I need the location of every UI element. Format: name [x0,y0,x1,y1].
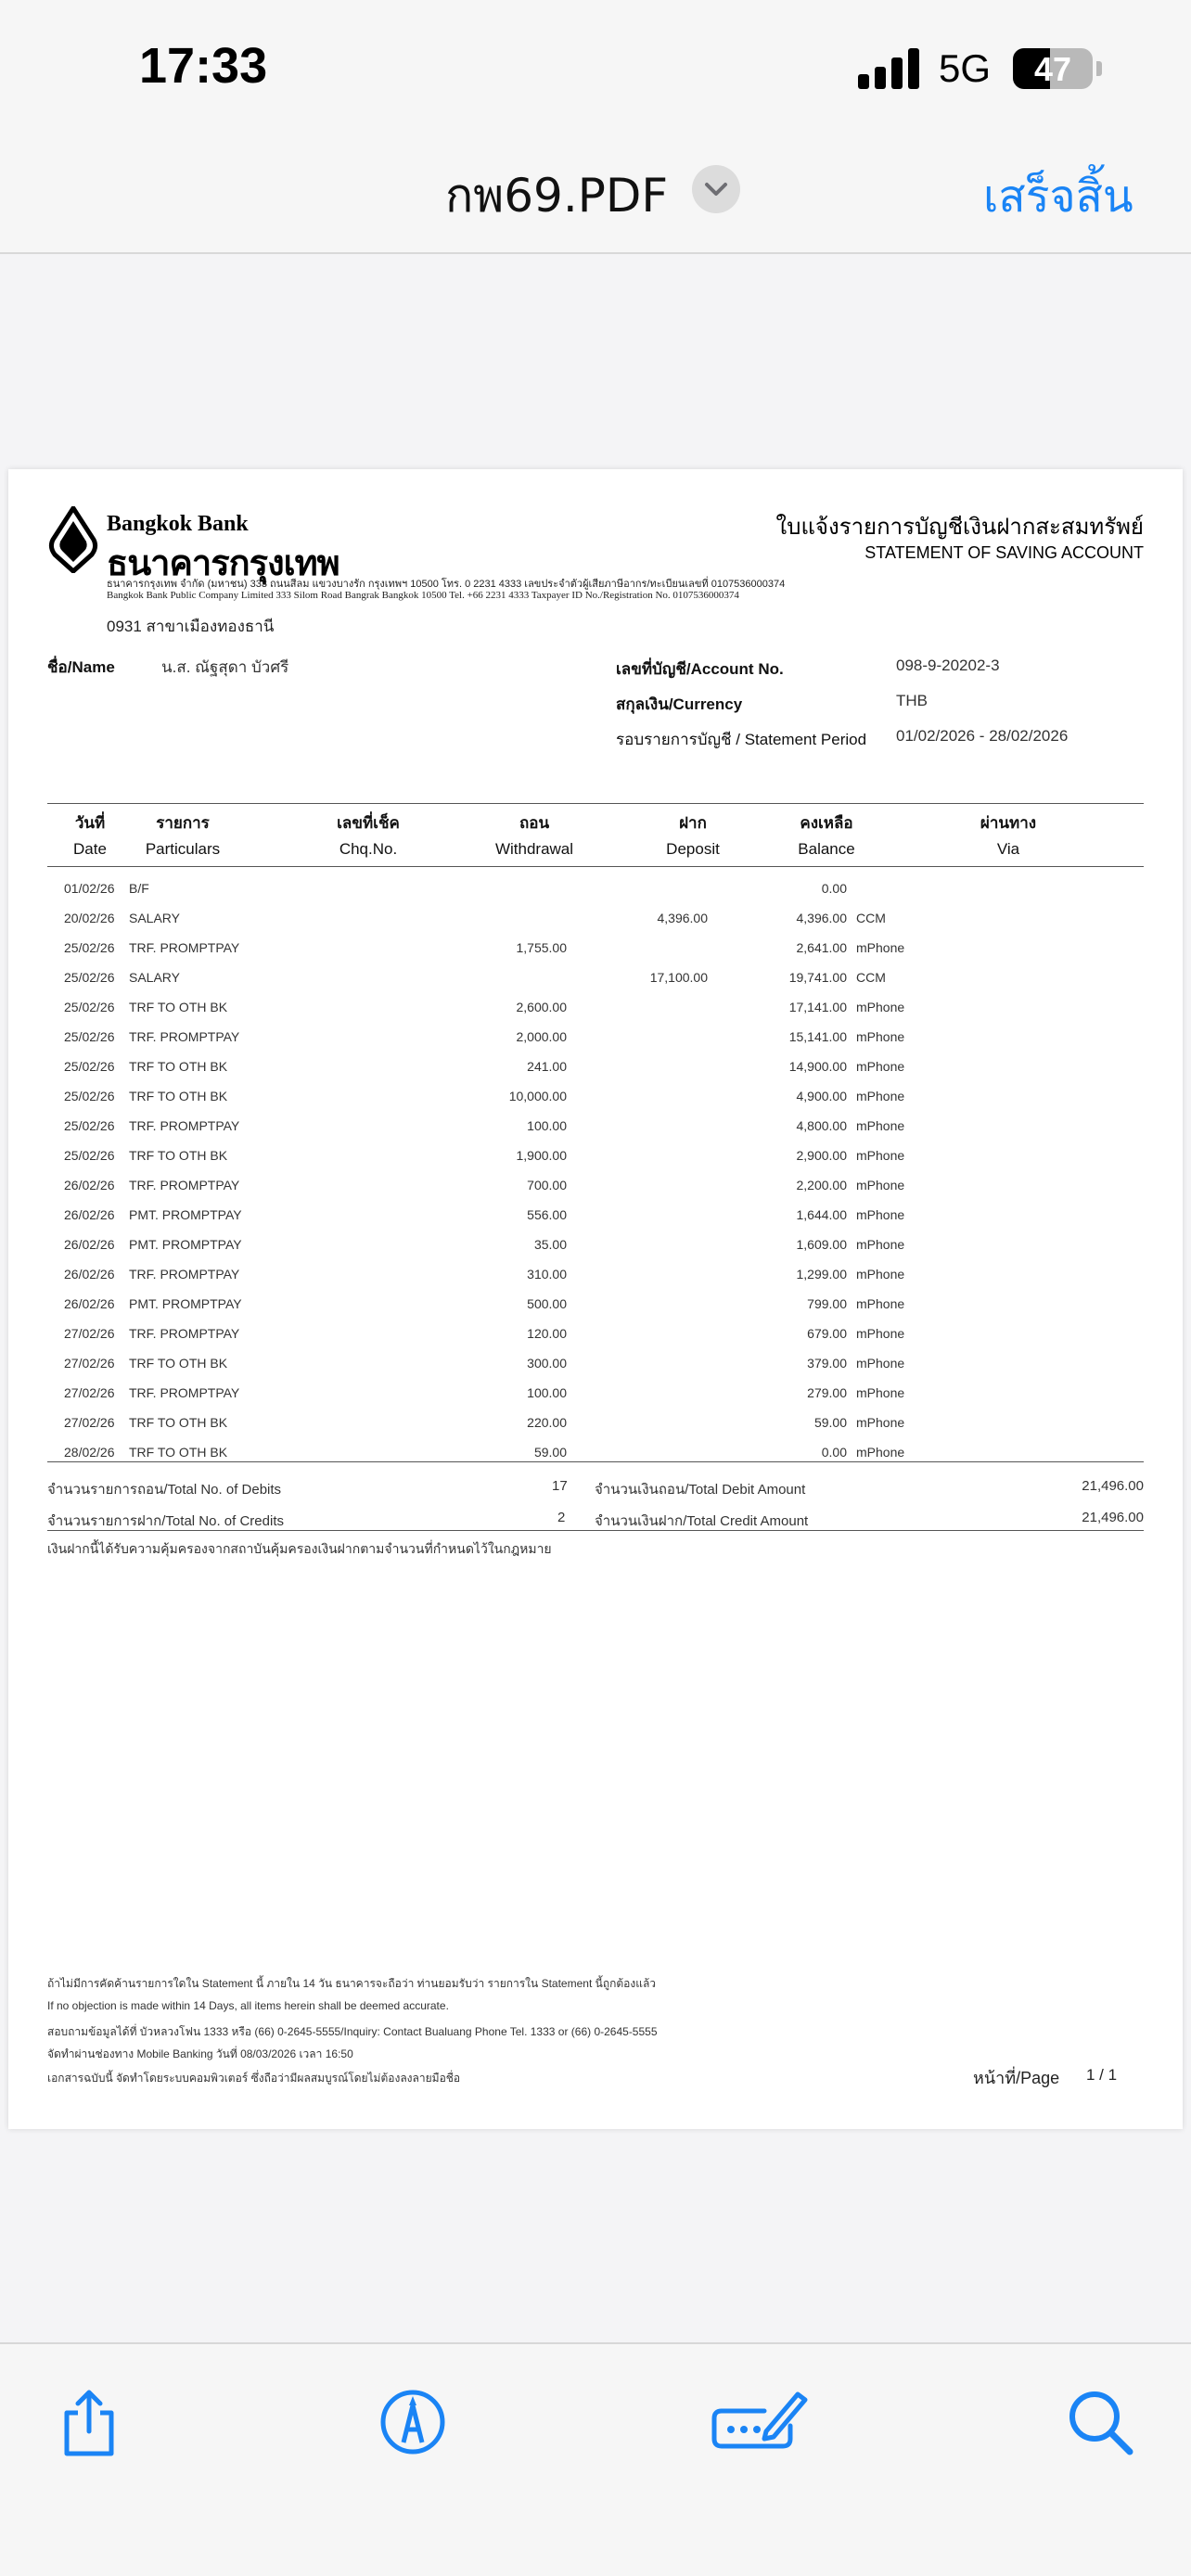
column-header-en: Balance [798,840,855,858]
cell-balance: 14,900.00 [788,1059,847,1074]
cell-withdrawal: 1,755.00 [516,940,567,955]
total-debit-amount-label: จำนวนเงินถอน/Total Debit Amount [595,1482,806,1498]
cell-balance: 4,900.00 [796,1089,847,1103]
cell-date: 26/02/26 [64,1178,115,1192]
cell-date: 25/02/26 [64,1148,115,1163]
signature-icon [709,2385,811,2459]
table-row [47,963,1144,992]
page-number: 1 / 1 [1086,2066,1118,2084]
document-title[interactable]: กพ69.PDF [445,169,669,223]
footer-line-4: จัดทำผ่านช่องทาง Mobile Banking วันที่ 08/03/2026 เวลา 16:50 [47,2047,353,2060]
account-no-label: เลขที่บัญชี/Account No. [616,660,784,678]
cell-via: mPhone [856,1267,905,1282]
cell-withdrawal: 10,000.00 [508,1089,567,1103]
footer-line-1: ถ้าไม่มีการคัดค้านรายการใดใน Statement นี้ ภายใน 14 วัน ธนาคารจะถือว่า ท่านยอมรับว่า รายการใน Statement นี้ถูกต้องแล้ว [47,1977,657,1990]
cell-date: 25/02/26 [64,1000,115,1014]
cell-withdrawal: 2,000.00 [516,1029,567,1044]
cell-date: 26/02/26 [64,1207,115,1222]
bank-logo-icon [47,506,99,573]
status-bar [0,0,1191,139]
cell-deposit: 4,396.00 [657,911,708,925]
cell-balance: 0.00 [821,881,847,896]
cell-date: 27/02/26 [64,1385,115,1400]
column-header-en: Date [73,840,107,858]
totals-rule [47,1530,1144,1531]
share-button[interactable] [52,2385,126,2459]
cell-via: mPhone [856,1356,905,1371]
account-no-value: 098-9-20202-3 [896,657,1000,674]
table-row [47,1259,1144,1289]
table-row [47,1081,1144,1111]
cell-balance: 1,299.00 [796,1267,847,1282]
cell-balance: 4,800.00 [796,1118,847,1133]
cell-date: 26/02/26 [64,1237,115,1252]
chevron-down-icon [703,178,729,200]
cell-via: mPhone [856,1385,905,1400]
table-row [47,1408,1144,1437]
cell-withdrawal: 1,900.00 [516,1148,567,1163]
column-header-th: ผ่านทาง [980,814,1037,833]
cell-withdrawal: 2,600.00 [516,1000,567,1014]
cell-particulars: PMT. PROMPTPAY [129,1207,242,1222]
table-row [47,1289,1144,1319]
cell-balance: 1,609.00 [796,1237,847,1252]
cell-withdrawal: 220.00 [527,1415,567,1430]
cell-date: 27/02/26 [64,1356,115,1371]
cell-via: CCM [856,970,886,985]
total-debit-amount: 21,496.00 [1082,1478,1144,1494]
cell-date: 01/02/26 [64,881,115,896]
footer-line-5: เอกสารฉบับนี้ จัดทำโดยระบบคอมพิวเตอร์ ซึ่งถือว่ามีผลสมบูรณ์โดยไม่ต้องลงลายมือชื่อ [47,2072,461,2085]
branch-name: 0931 สาขาเมืองทองธานี [107,618,275,635]
total-credits-count: 2 [557,1510,566,1525]
cell-withdrawal: 300.00 [527,1356,567,1371]
battery-percent: 47 [1033,50,1072,88]
cell-particulars: PMT. PROMPTPAY [129,1296,242,1311]
cell-particulars: SALARY [129,970,180,985]
table-row [47,874,1144,903]
search-button[interactable] [1063,2385,1137,2459]
bank-name-en: Bangkok Bank [107,512,249,536]
total-credit-amount: 21,496.00 [1082,1510,1144,1525]
signal-icon [858,46,919,89]
cell-via: mPhone [856,1178,905,1192]
cell-date: 20/02/26 [64,911,115,925]
name-value: น.ส. ณัฐสุดา บัวศรี [161,658,289,676]
table-bottom-rule [47,1461,1144,1462]
cell-particulars: TRF. PROMPTPAY [129,1178,240,1192]
statement-title-en: STATEMENT OF SAVING ACCOUNT [864,543,1144,562]
cell-balance: 379.00 [807,1356,847,1371]
document-viewer[interactable] [0,254,1191,2342]
markup-button[interactable] [376,2385,450,2459]
cell-withdrawal: 35.00 [533,1237,567,1252]
bottom-toolbar [0,2342,1191,2576]
cell-particulars: TRF. PROMPTPAY [129,1029,240,1044]
table-row [47,1319,1144,1348]
nav-bar [0,139,1191,254]
period-value: 01/02/2026 - 28/02/2026 [896,727,1069,745]
column-header-en: Particulars [145,840,221,858]
table-header-rule [47,866,1144,867]
cell-withdrawal: 310.00 [527,1267,567,1282]
cell-withdrawal: 556.00 [527,1207,567,1222]
cell-via: mPhone [856,1237,905,1252]
cell-particulars: TRF. PROMPTPAY [129,1326,240,1341]
table-row [47,1230,1144,1259]
cell-withdrawal: 241.00 [527,1059,567,1074]
cell-date: 26/02/26 [64,1296,115,1311]
cell-particulars: TRF. PROMPTPAY [129,1267,240,1282]
cell-particulars: TRF TO OTH BK [129,1059,228,1074]
cell-balance: 17,141.00 [788,1000,847,1014]
cell-date: 28/02/26 [64,1445,115,1460]
cell-date: 25/02/26 [64,970,115,985]
cell-balance: 59.00 [813,1415,847,1430]
cell-balance: 2,900.00 [796,1148,847,1163]
cell-withdrawal: 700.00 [527,1178,567,1192]
table-row [47,1052,1144,1081]
deposit-protection-note: เงินฝากนี้ได้รับความคุ้มครองจากสถาบันคุ้มครองเงินฝากตามจำนวนที่กำหนดไว้ในกฎหมาย [47,1541,552,1556]
search-icon [1063,2385,1137,2459]
cell-particulars: TRF. PROMPTPAY [129,940,240,955]
cell-via: mPhone [856,940,905,955]
column-header-en: Chq.No. [339,840,398,858]
cell-via: mPhone [856,1207,905,1222]
column-header-en: Withdrawal [494,840,574,858]
table-row [47,992,1144,1022]
cell-via: CCM [856,911,886,925]
cell-particulars: TRF TO OTH BK [129,1089,228,1103]
battery-tip [1096,61,1102,76]
column-header-en: Deposit [666,840,720,858]
cell-via: mPhone [856,1296,905,1311]
column-header-th: ฝาก [679,814,707,833]
table-top-rule [47,803,1144,804]
cell-balance: 679.00 [807,1326,847,1341]
cell-balance: 15,141.00 [788,1029,847,1044]
period-label: รอบรายการบัญชี / Statement Period [616,731,867,748]
cell-balance: 279.00 [807,1385,847,1400]
status-time: 17:33 [139,38,268,94]
cell-particulars: TRF TO OTH BK [129,1356,228,1371]
total-credits-label: จำนวนรายการฝาก/Total No. of Credits [47,1513,284,1529]
table-row [47,1022,1144,1052]
footer-line-2: If no objection is made within 14 Days, all items herein shall be deemed accurate. [47,1999,449,2012]
column-header-th: ถอน [519,814,550,833]
cell-particulars: TRF. PROMPTPAY [129,1118,240,1133]
cell-particulars: TRF TO OTH BK [129,1000,228,1014]
cell-date: 25/02/26 [64,1059,115,1074]
cell-via: mPhone [856,1148,905,1163]
cell-balance: 1,644.00 [796,1207,847,1222]
cell-particulars: TRF. PROMPTPAY [129,1385,240,1400]
done-button[interactable]: เสร็จสิ้น [983,171,1133,223]
share-icon [52,2385,126,2459]
column-header-th: เลขที่เช็ค [337,814,400,833]
table-row [47,1111,1144,1141]
cell-particulars: B/F [129,881,149,896]
table-row [47,1437,1144,1467]
pdf-page [8,469,1183,2129]
cell-via: mPhone [856,1059,905,1074]
cell-date: 27/02/26 [64,1415,115,1430]
network-label: 5G [939,46,992,90]
table-row [47,1141,1144,1170]
table-row [47,1378,1144,1408]
cell-withdrawal: 59.00 [533,1445,567,1460]
table-row [47,1170,1144,1200]
cell-particulars: TRF TO OTH BK [129,1445,228,1460]
markup-icon [376,2385,450,2459]
statement-title-th: ใบแจ้งรายการบัญชีเงินฝากสะสมทรัพย์ [775,514,1144,540]
column-header-th: คงเหลือ [800,814,853,833]
cell-date: 25/02/26 [64,1029,115,1044]
cell-date: 26/02/26 [64,1267,115,1282]
cell-withdrawal: 100.00 [527,1385,567,1400]
cell-via: mPhone [856,1029,905,1044]
cell-deposit: 17,100.00 [649,970,708,985]
signature-button[interactable] [709,2385,811,2459]
cell-particulars: TRF TO OTH BK [129,1148,228,1163]
currency-value: THB [896,692,928,709]
bank-name-th: ธนาคารกรุงเทพ [107,542,339,583]
name-label: ชื่อ/Name [47,658,115,676]
cell-date: 27/02/26 [64,1326,115,1341]
cell-via: mPhone [856,1000,905,1014]
title-menu-button[interactable] [692,165,740,213]
column-header-th: รายการ [156,814,210,833]
battery-icon [1013,48,1093,89]
bank-address-th: ธนาคารกรุงเทพ จำกัด (มหาชน) 333 ถนนสีลม แขวงบางรัก กรุงเทพฯ 10500 โทร. 0 2231 4333 เลขประจำตัวผู้เสียภาษีอากร/ทะเบียนเลขที่ 0107536000374 [107,579,786,590]
currency-label: สกุลเงิน/Currency [616,695,743,713]
cell-balance: 2,200.00 [796,1178,847,1192]
cell-particulars: TRF TO OTH BK [129,1415,228,1430]
cell-balance: 4,396.00 [796,911,847,925]
cell-particulars: SALARY [129,911,180,925]
cell-date: 25/02/26 [64,940,115,955]
cell-withdrawal: 120.00 [527,1326,567,1341]
cell-withdrawal: 500.00 [527,1296,567,1311]
cell-date: 25/02/26 [64,1089,115,1103]
cell-via: mPhone [856,1445,905,1460]
cell-via: mPhone [856,1089,905,1103]
table-row [47,1200,1144,1230]
column-header-en: Via [996,840,1020,858]
page-label: หน้าที่/Page [973,2069,1060,2087]
cell-via: mPhone [856,1326,905,1341]
cell-balance: 799.00 [807,1296,847,1311]
column-header-th: วันที่ [74,814,106,833]
cell-particulars: PMT. PROMPTPAY [129,1237,242,1252]
cell-balance: 2,641.00 [796,940,847,955]
cell-balance: 19,741.00 [788,970,847,985]
table-row [47,1348,1144,1378]
table-row [47,933,1144,963]
bank-address-en: Bangkok Bank Public Company Limited 333 Silom Road Bangrak Bangkok 10500 Tel. +66 2231 4333 Taxpayer ID No./Registration No. 0107536000374 [107,590,739,601]
cell-date: 25/02/26 [64,1118,115,1133]
cell-balance: 0.00 [821,1445,847,1460]
footer-line-3: สอบถามข้อมูลได้ที่ บัวหลวงโฟน 1333 หรือ (66) 0-2645-5555/Inquiry: Contact Bualuang Phone Tel. 1333 or (66) 0-2645-5555 [47,2025,658,2038]
table-row [47,903,1144,933]
total-debits-label: จำนวนรายการถอน/Total No. of Debits [47,1482,282,1498]
cell-via: mPhone [856,1415,905,1430]
cell-via: mPhone [856,1118,905,1133]
cell-withdrawal: 100.00 [527,1118,567,1133]
total-credit-amount-label: จำนวนเงินฝาก/Total Credit Amount [595,1513,809,1529]
total-debits-count: 17 [552,1478,568,1494]
